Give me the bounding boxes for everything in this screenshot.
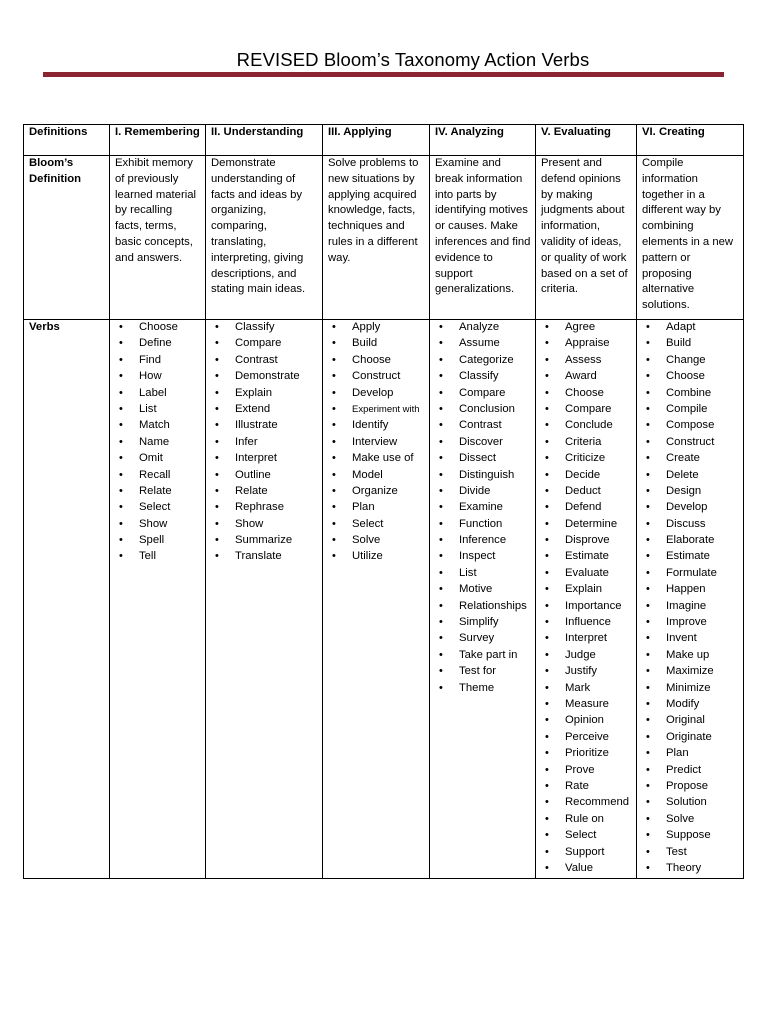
verb-item: • Choose: [642, 369, 739, 385]
page-title: REVISED Bloom’s Taxonomy Action Verbs: [236, 49, 590, 70]
header-evaluating: V. Evaluating: [536, 125, 637, 156]
verb-item: • Define: [115, 336, 201, 352]
verb-item: • Explain: [211, 386, 318, 402]
header-analyzing: IV. Analyzing: [430, 125, 536, 156]
verb-item: • Opinion: [541, 713, 632, 729]
verb-item: • Rule on: [541, 812, 632, 828]
verb-item: • Assess: [541, 353, 632, 369]
definition-remembering: Exhibit memory of previously learned material by recalling facts, terms, basic concepts, and answers.: [110, 156, 206, 320]
verbs-applying: [323, 320, 430, 879]
verb-item: • Function: [435, 517, 531, 533]
verb-item: • Decide: [541, 468, 632, 484]
verb-item: • Estimate: [541, 549, 632, 565]
verb-item: • Utilize: [328, 549, 425, 565]
verbs-understanding: [206, 320, 323, 879]
verb-item: • Motive: [435, 582, 531, 598]
verb-item: • Prioritize: [541, 746, 632, 762]
verb-item: • Categorize: [435, 353, 531, 369]
verb-item: • Construct: [328, 369, 425, 385]
verb-item: • Change: [642, 353, 739, 369]
verb-item: • Outline: [211, 468, 318, 484]
definition-label: Bloom’s Definition: [24, 156, 110, 320]
header-creating: VI. Creating: [637, 125, 744, 156]
verb-item: • Evaluate: [541, 566, 632, 582]
verbs-remembering: [110, 320, 206, 879]
verb-item: • Make up: [642, 648, 739, 664]
verb-item: • Show: [211, 517, 318, 533]
verb-item: • Improve: [642, 615, 739, 631]
verb-item: • Appraise: [541, 336, 632, 352]
verb-item: • Determine: [541, 517, 632, 533]
verb-item: • Minimize: [642, 681, 739, 697]
verb-item: • Plan: [642, 746, 739, 762]
verb-item: • Influence: [541, 615, 632, 631]
verb-item: • Analyze: [435, 320, 531, 336]
header-applying: III. Applying: [323, 125, 430, 156]
verbs-label: Verbs: [24, 320, 110, 879]
verbs-row: [24, 320, 744, 879]
verb-item: • Predict: [642, 763, 739, 779]
verb-item: • Theory: [642, 861, 739, 877]
verb-item: • Contrast: [211, 353, 318, 369]
verb-item: • Criteria: [541, 435, 632, 451]
verbs-evaluating: [536, 320, 637, 879]
verb-item: • Match: [115, 418, 201, 434]
verb-item: • Adapt: [642, 320, 739, 336]
verb-item: • Simplify: [435, 615, 531, 631]
verb-item: • Interview: [328, 435, 425, 451]
taxonomy-table: [23, 124, 744, 879]
verb-item: • Contrast: [435, 418, 531, 434]
verb-item: • Original: [642, 713, 739, 729]
verb-item: • Measure: [541, 697, 632, 713]
definition-row: [24, 156, 744, 320]
verb-item: • Extend: [211, 402, 318, 418]
verb-item: • Importance: [541, 599, 632, 615]
verb-item: • Suppose: [642, 828, 739, 844]
verb-item: • Prove: [541, 763, 632, 779]
verb-item: • Classify: [435, 369, 531, 385]
verb-item: • Test: [642, 845, 739, 861]
verb-item: • Agree: [541, 320, 632, 336]
header-definitions: Definitions: [24, 125, 110, 156]
verb-item: • Originate: [642, 730, 739, 746]
verb-item: • Estimate: [642, 549, 739, 565]
verb-item: • Organize: [328, 484, 425, 500]
verb-item: • Compare: [435, 386, 531, 402]
verb-item: • Modify: [642, 697, 739, 713]
verb-item: • Defend: [541, 500, 632, 516]
verb-item: • Theme: [435, 681, 531, 697]
verb-item: • Compose: [642, 418, 739, 434]
verb-item: • Choose: [541, 386, 632, 402]
verb-item: • Elaborate: [642, 533, 739, 549]
verb-item: • Value: [541, 861, 632, 877]
verb-item: • Select: [115, 500, 201, 516]
verb-list: [211, 320, 318, 566]
verb-list: [328, 320, 425, 566]
verb-item: • Compare: [541, 402, 632, 418]
verb-item: • Compare: [211, 336, 318, 352]
verb-item: • Dissect: [435, 451, 531, 467]
verb-item: • Tell: [115, 549, 201, 565]
verb-item: • Develop: [328, 386, 425, 402]
verb-item: • Imagine: [642, 599, 739, 615]
verb-item: • Solution: [642, 795, 739, 811]
verb-item: • How: [115, 369, 201, 385]
verb-item: • Conclude: [541, 418, 632, 434]
verb-item: • Identify: [328, 418, 425, 434]
verb-item: • Create: [642, 451, 739, 467]
verb-item: • Assume: [435, 336, 531, 352]
verb-item: • Design: [642, 484, 739, 500]
verb-item: • Invent: [642, 631, 739, 647]
verb-item: • Solve: [642, 812, 739, 828]
definition-applying: Solve problems to new situations by applying acquired knowledge, facts, techniques and rules in a different way.: [323, 156, 430, 320]
verb-list: [541, 320, 632, 877]
verb-item: • Discover: [435, 435, 531, 451]
verb-item: • Recommend: [541, 795, 632, 811]
verb-item: • Select: [328, 517, 425, 533]
verb-item: • Build: [642, 336, 739, 352]
verb-list: [435, 320, 531, 697]
verb-item: • Demonstrate: [211, 369, 318, 385]
verb-item: • Interpret: [541, 631, 632, 647]
verb-item: • Select: [541, 828, 632, 844]
definition-evaluating: Present and defend opinions by making judgments about information, validity of ideas, or quality of work based on a set of criteria.: [536, 156, 637, 320]
verb-item: • Choose: [328, 353, 425, 369]
verb-item: • Propose: [642, 779, 739, 795]
definition-analyzing: Examine and break information into parts by identifying motives or causes. Make inferences and find evidence to support generalizations.: [430, 156, 536, 320]
verb-item: • Perceive: [541, 730, 632, 746]
verb-item: • Relate: [211, 484, 318, 500]
verb-item: • List: [115, 402, 201, 418]
verb-item: • Develop: [642, 500, 739, 516]
verb-item: • Classify: [211, 320, 318, 336]
verb-item: • Rate: [541, 779, 632, 795]
title-underline: [43, 72, 724, 77]
verb-item: • Plan: [328, 500, 425, 516]
verb-item: • Survey: [435, 631, 531, 647]
verb-item: • Interpret: [211, 451, 318, 467]
verb-item: • Relate: [115, 484, 201, 500]
verb-item: • Relationships: [435, 599, 531, 615]
verb-item: • Spell: [115, 533, 201, 549]
verb-item: • Inference: [435, 533, 531, 549]
verb-item: • Deduct: [541, 484, 632, 500]
verb-item: • Illustrate: [211, 418, 318, 434]
verb-item: • Maximize: [642, 664, 739, 680]
verb-item: • Experiment with: [328, 402, 425, 418]
verb-item: • Solve: [328, 533, 425, 549]
verb-item: • Make use of: [328, 451, 425, 467]
verb-item: • Conclusion: [435, 402, 531, 418]
definition-understanding: Demonstrate understanding of facts and ideas by organizing, comparing, translating, interpreting, giving descriptions, and stating main ideas.: [206, 156, 323, 320]
verb-item: • Criticize: [541, 451, 632, 467]
verb-item: • Justify: [541, 664, 632, 680]
verb-item: • Examine: [435, 500, 531, 516]
verb-item: • Distinguish: [435, 468, 531, 484]
header-understanding: II. Understanding: [206, 125, 323, 156]
verb-item: • Formulate: [642, 566, 739, 582]
verb-item: • Model: [328, 468, 425, 484]
verb-item: • Build: [328, 336, 425, 352]
verb-item: • Recall: [115, 468, 201, 484]
verb-item: • Support: [541, 845, 632, 861]
verb-item: • Translate: [211, 549, 318, 565]
verb-item: • Show: [115, 517, 201, 533]
verb-list: [115, 320, 201, 566]
verb-item: • Infer: [211, 435, 318, 451]
verb-item: • Label: [115, 386, 201, 402]
verbs-creating: [637, 320, 744, 879]
verb-item: • Happen: [642, 582, 739, 598]
verb-item: • Construct: [642, 435, 739, 451]
header-row: [24, 125, 744, 156]
verb-item: • Find: [115, 353, 201, 369]
verb-item: • Test for: [435, 664, 531, 680]
verb-item: • Award: [541, 369, 632, 385]
verb-item: • Take part in: [435, 648, 531, 664]
verb-item: • Discuss: [642, 517, 739, 533]
verb-item: • Disprove: [541, 533, 632, 549]
verb-item: • Divide: [435, 484, 531, 500]
definition-creating: Compile information together in a different way by combining elements in a new pattern or proposing alternative solutions.: [637, 156, 744, 320]
verb-item: • Delete: [642, 468, 739, 484]
verb-item: • Explain: [541, 582, 632, 598]
verbs-analyzing: [430, 320, 536, 879]
verb-list: [642, 320, 739, 877]
verb-item: • List: [435, 566, 531, 582]
verb-item: • Apply: [328, 320, 425, 336]
verb-item: • Summarize: [211, 533, 318, 549]
verb-item: • Choose: [115, 320, 201, 336]
verb-item: • Inspect: [435, 549, 531, 565]
verb-item: • Judge: [541, 648, 632, 664]
verb-item: • Name: [115, 435, 201, 451]
verb-item: • Compile: [642, 402, 739, 418]
verb-item: • Combine: [642, 386, 739, 402]
header-remembering: I. Remembering: [110, 125, 206, 156]
verb-item: • Mark: [541, 681, 632, 697]
verb-item: • Rephrase: [211, 500, 318, 516]
verb-item: • Omit: [115, 451, 201, 467]
